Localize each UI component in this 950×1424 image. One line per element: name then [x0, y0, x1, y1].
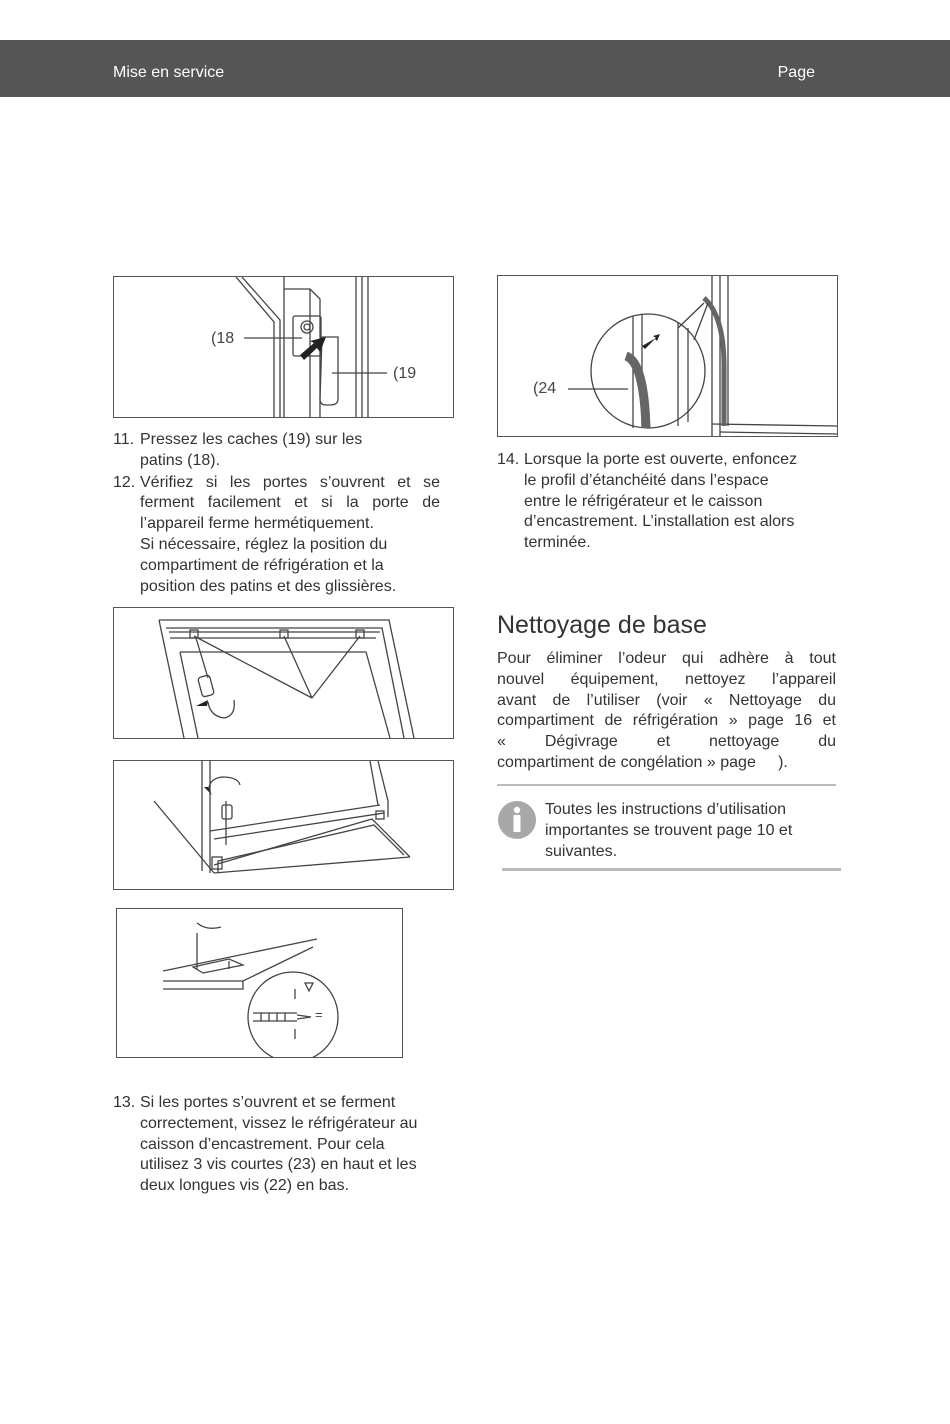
step-14-line: entre le réfrigérateur et le caisson — [524, 492, 763, 510]
step-13-line: Si les portes s’ouvrent et se ferment — [140, 1094, 396, 1111]
callout-18: (18 — [211, 330, 235, 347]
figure-seal-profile — [497, 275, 838, 437]
step-12-line: Vérifiez si les portes s’ouvrent et se — [140, 473, 440, 491]
step-13-line: caisson d’encastrement. Pour cela — [140, 1135, 385, 1153]
paragraph-line: nouvel équipement, nettoyez l’appareil — [497, 670, 836, 688]
step-14-number: 14. — [497, 451, 520, 468]
callout-24: (24 — [533, 380, 557, 397]
paragraph-line: Pour éliminer l’odeur qui adhère à tout — [497, 650, 836, 667]
info-line: suivantes. — [545, 842, 618, 860]
hinge-caps-illustration — [114, 277, 453, 417]
step-14 — [497, 450, 837, 554]
step-12 — [113, 473, 440, 598]
info-line: Toutes les instructions d’utilisation — [545, 801, 787, 818]
header-title: Mise en service — [113, 64, 225, 81]
step-11-line: patins (18). — [140, 451, 221, 469]
step-13-number: 13. — [113, 1094, 136, 1111]
paragraph-line: compartiment de réfrigération » page 16 et — [497, 712, 836, 730]
bottom-adjustment-illustration — [114, 761, 453, 889]
paragraph-line: « Dégivrage et nettoyage du — [497, 733, 836, 751]
step-12-number: 12. — [113, 473, 136, 491]
paragraph-line: compartiment de congélation » page ). — [497, 753, 788, 771]
paragraph-line: avant de l’utiliser (voir « Nettoyage du — [497, 691, 836, 709]
step-14-line: le profil d’étanchéité dans l’espace — [524, 471, 769, 489]
top-adjustment-illustration — [114, 608, 453, 738]
cleaning-paragraph — [497, 649, 836, 774]
info-line: importantes se trouvent page 10 et — [545, 821, 793, 839]
step-13-line: utilisez 3 vis courtes (23) en haut et les — [140, 1156, 417, 1174]
callout-19: (19 — [393, 365, 417, 382]
step-13-line: deux longues vis (22) en bas. — [140, 1177, 350, 1195]
step-14-line: terminée. — [524, 534, 591, 552]
step-13 — [113, 1093, 453, 1197]
info-top-rule — [497, 784, 836, 786]
step-12-line: compartiment de réfrigération et la — [140, 556, 384, 574]
steps-11-12 — [113, 430, 440, 597]
step-12-line: ferment facilement et si la porte de — [140, 494, 440, 512]
step-13-line: correctement, vissez le réfrigérateur au — [140, 1114, 418, 1132]
step-13-item — [113, 1093, 453, 1197]
alignment-gauge-illustration — [117, 909, 402, 1057]
header-page-label: Page — [777, 64, 815, 81]
figure-hinge-caps — [113, 276, 454, 418]
gauge-equal-mark: = — [315, 1007, 323, 1022]
step-14-item — [497, 450, 837, 554]
info-icon — [497, 800, 537, 840]
info-bottom-rule — [502, 868, 841, 871]
step-12-line: Si nécessaire, réglez la position du — [140, 535, 388, 553]
figure-top-adjustment — [113, 607, 454, 739]
step-12-line: l’appareil ferme hermétiquement. — [140, 515, 374, 533]
step-11 — [113, 430, 440, 472]
page-header — [0, 40, 950, 97]
seal-profile-illustration — [498, 276, 837, 436]
step-12-line: position des patins et des glissières. — [140, 577, 397, 595]
step-14-line: d’encastrement. L’installation est alors — [524, 513, 795, 531]
figure-alignment-gauge — [116, 908, 403, 1058]
figure-bottom-adjustment — [113, 760, 454, 890]
info-note — [497, 784, 837, 870]
info-text — [545, 800, 835, 862]
section-title: Nettoyage de base — [497, 611, 707, 639]
step-11-number: 11. — [113, 431, 135, 448]
step-14-line: Lorsque la porte est ouverte, enfoncez — [524, 451, 798, 468]
step-11-line: Pressez les caches (19) sur les — [140, 431, 363, 448]
